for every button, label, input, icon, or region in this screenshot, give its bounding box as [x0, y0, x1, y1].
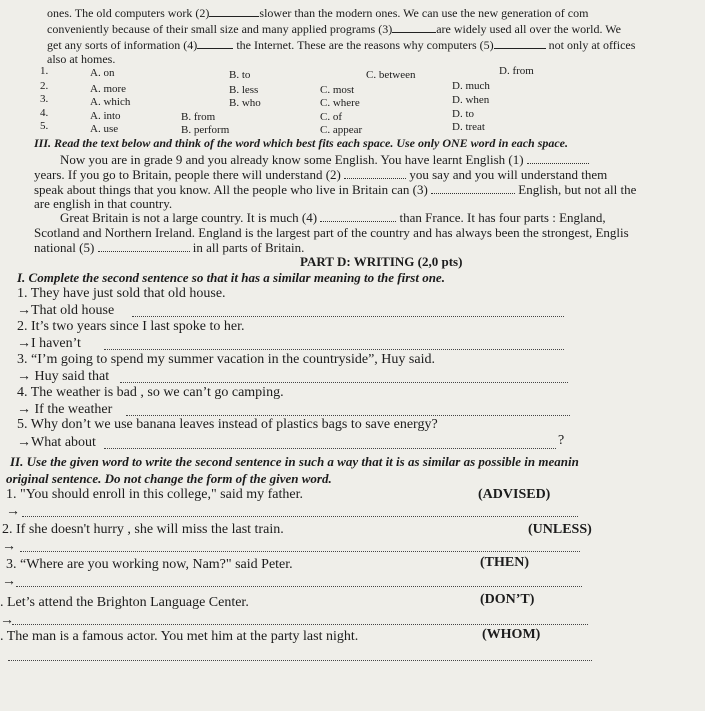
choice-d: D. treat — [452, 121, 485, 133]
answer-prompt: → If the weather — [17, 402, 113, 417]
question-text: . The man is a famous actor. You met him at the party last night. — [0, 629, 359, 644]
choice-b: B. from — [181, 111, 216, 123]
given-word: (WHOM) — [482, 627, 541, 642]
choice-b: B. less — [229, 84, 259, 96]
choice-c: C. where — [320, 97, 360, 109]
choice-number: 3. — [40, 93, 49, 105]
answer-line[interactable] — [120, 382, 568, 383]
choice-number: 4. — [40, 107, 49, 119]
question-text: 4. The weather is bad , so we can’t go camping. — [17, 385, 284, 400]
choice-number: 1. — [40, 65, 49, 77]
question-text: 3. “I’m going to spend my summer vacation in the countryside”, Huy said. — [17, 352, 435, 367]
arrow-icon: → — [2, 539, 16, 554]
section-3-line-5: Great Britain is not a large country. It is much (4) than France. It has four parts : England, — [60, 210, 606, 225]
choice-c: C. appear — [320, 124, 363, 136]
section-3-line-6: Scotland and Northern Ireland. England is the largest part of the country and has always been the strongest, Englis — [34, 225, 629, 240]
section-3-line-3: speak about things that you know. All the people who live in Britain can (3) English, but not all the — [34, 182, 637, 197]
question-text: 3. “Where are you working now, Nam?" said Peter. — [6, 557, 293, 572]
arrow-icon: → — [2, 574, 16, 589]
choice-c: C. of — [320, 111, 342, 123]
passage-line-2: conveniently because of their small size and many applied programs (3) are widely used all over the world. We — [47, 22, 621, 36]
choice-a: A. on — [90, 67, 115, 79]
question-text: 2. If she doesn't hurry , she will miss the last train. — [2, 522, 284, 537]
given-word: (DON’T) — [480, 592, 535, 607]
choice-b: B. perform — [181, 124, 230, 136]
answer-line[interactable] — [16, 586, 582, 587]
choice-d: D. when — [452, 94, 490, 106]
question-text: 1. "You should enroll in this college," said my father. — [6, 487, 303, 502]
choice-number: 5. — [40, 120, 49, 132]
answer-prompt: →I haven’t — [17, 336, 81, 351]
choice-d: D. to — [452, 108, 474, 120]
choice-number: 2. — [40, 80, 49, 92]
writing-section-2-heading-line-1: II. Use the given word to write the second sentence in such a way that it is as similar as possible in meanin — [10, 454, 579, 469]
answer-line[interactable] — [8, 660, 592, 661]
part-d-title: PART D: WRITING (2,0 pts) — [300, 254, 463, 269]
choice-c: C. most — [320, 84, 355, 96]
section-3-heading: III. Read the text below and think of the word which best fits each space. Use only ONE word in each space. — [34, 136, 569, 150]
given-word: (THEN) — [480, 555, 529, 570]
answer-line[interactable] — [132, 316, 564, 317]
answer-line[interactable] — [12, 624, 588, 625]
passage-line-3: get any sorts of information (4) the Internet. These are the reasons why computers (5) not only at offices — [47, 38, 636, 52]
passage-line-4: also at homes. — [47, 52, 116, 66]
writing-section-1-heading: I. Complete the second sentence so that it has a similar meaning to the first one. — [17, 270, 445, 285]
answer-line[interactable] — [104, 349, 564, 350]
question-text: 2. It’s two years since I last spoke to her. — [17, 319, 245, 334]
choice-a: A. into — [90, 110, 121, 122]
answer-line[interactable] — [20, 551, 580, 552]
writing-section-2-heading-line-2: original sentence. Do not change the form of the given word. — [6, 471, 332, 486]
choice-b: B. who — [229, 97, 261, 109]
section-3-line-1: Now you are in grade 9 and you already know some English. You have learnt English (1) — [60, 153, 589, 166]
question-text: 1. They have just sold that old house. — [17, 286, 226, 301]
given-word: (ADVISED) — [478, 487, 551, 502]
choice-a: A. use — [90, 123, 119, 135]
answer-prompt: → Huy said that — [17, 369, 110, 384]
question-mark: ? — [558, 433, 565, 448]
answer-line[interactable] — [126, 415, 570, 416]
answer-line[interactable] — [104, 448, 556, 449]
choice-d: D. from — [499, 65, 534, 77]
question-text: 5. Why don’t we use banana leaves instead of plastics bags to save energy? — [17, 417, 438, 432]
choice-d: D. much — [452, 80, 490, 92]
given-word: (UNLESS) — [528, 522, 592, 537]
section-3-line-2: years. If you go to Britain, people there will understand (2) you say and you will understand them — [34, 167, 608, 182]
section-3-line-7: national (5) in all parts of Britain. — [34, 240, 305, 255]
passage-line-1: ones. The old computers work (2) slower than the modern ones. We can use the new generation of com — [47, 6, 589, 20]
choice-a: A. which — [90, 96, 131, 108]
answer-prompt: →That old house — [17, 303, 115, 318]
choice-c: C. between — [366, 69, 416, 81]
arrow-icon: → — [0, 613, 14, 628]
question-text: . Let’s attend the Brighton Language Center. — [0, 595, 249, 610]
answer-line[interactable] — [22, 516, 578, 517]
choice-a: A. more — [90, 83, 127, 95]
section-3-line-4: are english in that country. — [34, 196, 173, 211]
arrow-icon: → — [6, 504, 20, 519]
choice-b: B. to — [229, 69, 251, 81]
answer-prompt: →What about — [17, 435, 96, 450]
